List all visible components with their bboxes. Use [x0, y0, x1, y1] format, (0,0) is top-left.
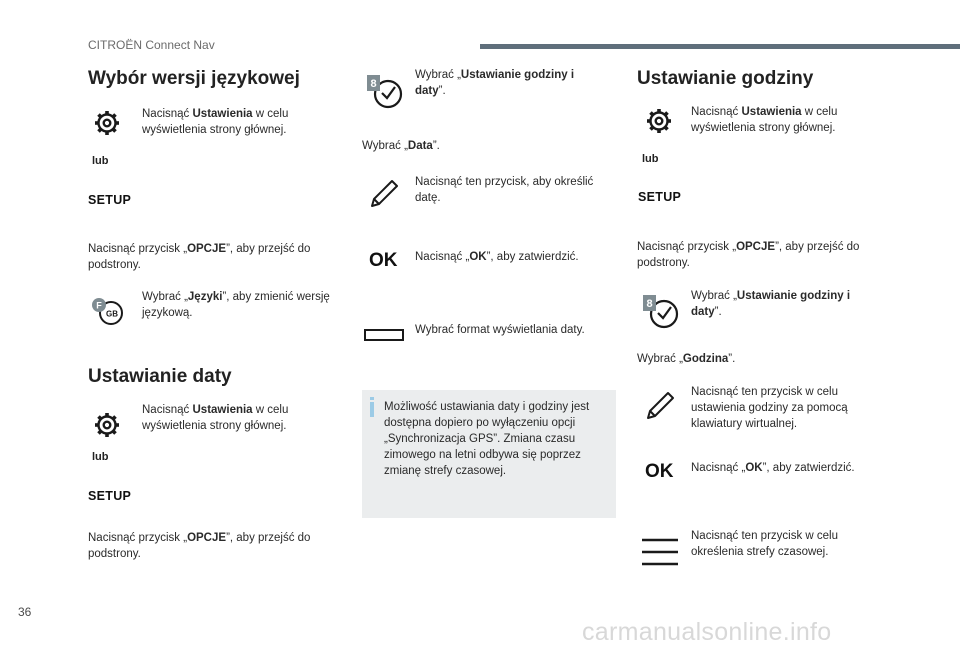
- gear-icon: [644, 106, 674, 136]
- step-edit-time-text: Nacisnąć ten przycisk w celu ustawienia godziny za pomocą klawiatury wirtualnej.: [691, 386, 848, 430]
- step-ok-text: Nacisnąć „OK”, aby zatwierdzić.: [415, 251, 579, 263]
- header-bar: [480, 44, 960, 49]
- step-ok-text-2: Nacisnąć „OK”, aby zatwierdzić.: [691, 462, 855, 474]
- clock-badge-text: 8: [370, 78, 377, 90]
- date-format-icon: [364, 328, 404, 342]
- section-title-language: Wybór wersji językowej: [88, 68, 300, 89]
- ok-button: OK: [369, 250, 398, 271]
- step-languages-text: Wybrać „Języki”, aby zmienić wersję językową.: [142, 291, 330, 319]
- section-title-time: Ustawianie godziny: [637, 68, 814, 89]
- setup-button-2: SETUP: [88, 489, 132, 503]
- or-label-3: lub: [642, 153, 659, 165]
- or-label: lub: [92, 155, 109, 167]
- page-number: 36: [18, 605, 32, 619]
- header-brand: CITROËN Connect Nav: [88, 38, 215, 52]
- gear-icon: [92, 108, 122, 138]
- setup-button: SETUP: [88, 193, 132, 207]
- step-edit-date-text: Nacisnąć ten przycisk, aby określić datę.: [415, 176, 594, 204]
- lang-icon-f-text: F: [96, 300, 102, 311]
- step-date-text: Wybrać „Data”.: [362, 140, 440, 152]
- step-timezone-text: Nacisnąć ten przycisk w celu określenia strefy czasowej.: [691, 530, 838, 558]
- or-label-2: lub: [92, 451, 109, 463]
- setup-button-3: SETUP: [638, 190, 682, 204]
- clock-badge-text-2: 8: [646, 298, 653, 310]
- watermark: carmanualsonline.info: [582, 618, 832, 646]
- gear-icon: [92, 410, 122, 440]
- step-time-date-text: Wybrać „Ustawianie godziny i daty”.: [415, 69, 575, 97]
- section-title-date: Ustawianie daty: [88, 366, 232, 387]
- step-time-date-text-2: Wybrać „Ustawianie godziny i daty”.: [691, 290, 851, 318]
- clock-settings-icon: [642, 294, 684, 330]
- pencil-icon: [644, 390, 676, 422]
- clock-settings-icon: [366, 74, 408, 110]
- info-text: Możliwość ustawiania daty i godziny jest dostępna dopiero po wyłączeniu opcji „Synchronizacja GPS”. Zmiana czasu zimowego na letni odbywa się poprzez zmianę strefy czasowej.: [384, 401, 590, 477]
- step-options-text-3: Nacisnąć przycisk „OPCJE”, aby przejść do podstrony.: [637, 241, 860, 269]
- ok-button-2: OK: [645, 461, 674, 482]
- step-format-text: Wybrać format wyświetlania daty.: [415, 324, 585, 336]
- language-icon: [90, 296, 124, 326]
- step-options-text: Nacisnąć przycisk „OPCJE”, aby przejść do podstrony.: [88, 243, 311, 271]
- lang-icon-gb-text: GB: [106, 309, 118, 319]
- step-hour-text: Wybrać „Godzina”.: [637, 353, 736, 365]
- step-settings-text-2: Nacisnąć Ustawienia w celu wyświetlenia strony głównej.: [142, 404, 289, 432]
- pencil-icon: [368, 178, 400, 210]
- step-settings-text-3: Nacisnąć Ustawienia w celu wyświetlenia strony głównej.: [691, 106, 838, 134]
- step-options-text-2: Nacisnąć przycisk „OPCJE”, aby przejść do podstrony.: [88, 532, 311, 560]
- step-settings-text: Nacisnąć Ustawienia w celu wyświetlenia strony głównej.: [142, 108, 289, 136]
- info-icon: [369, 397, 375, 417]
- menu-lines-icon: [641, 537, 679, 567]
